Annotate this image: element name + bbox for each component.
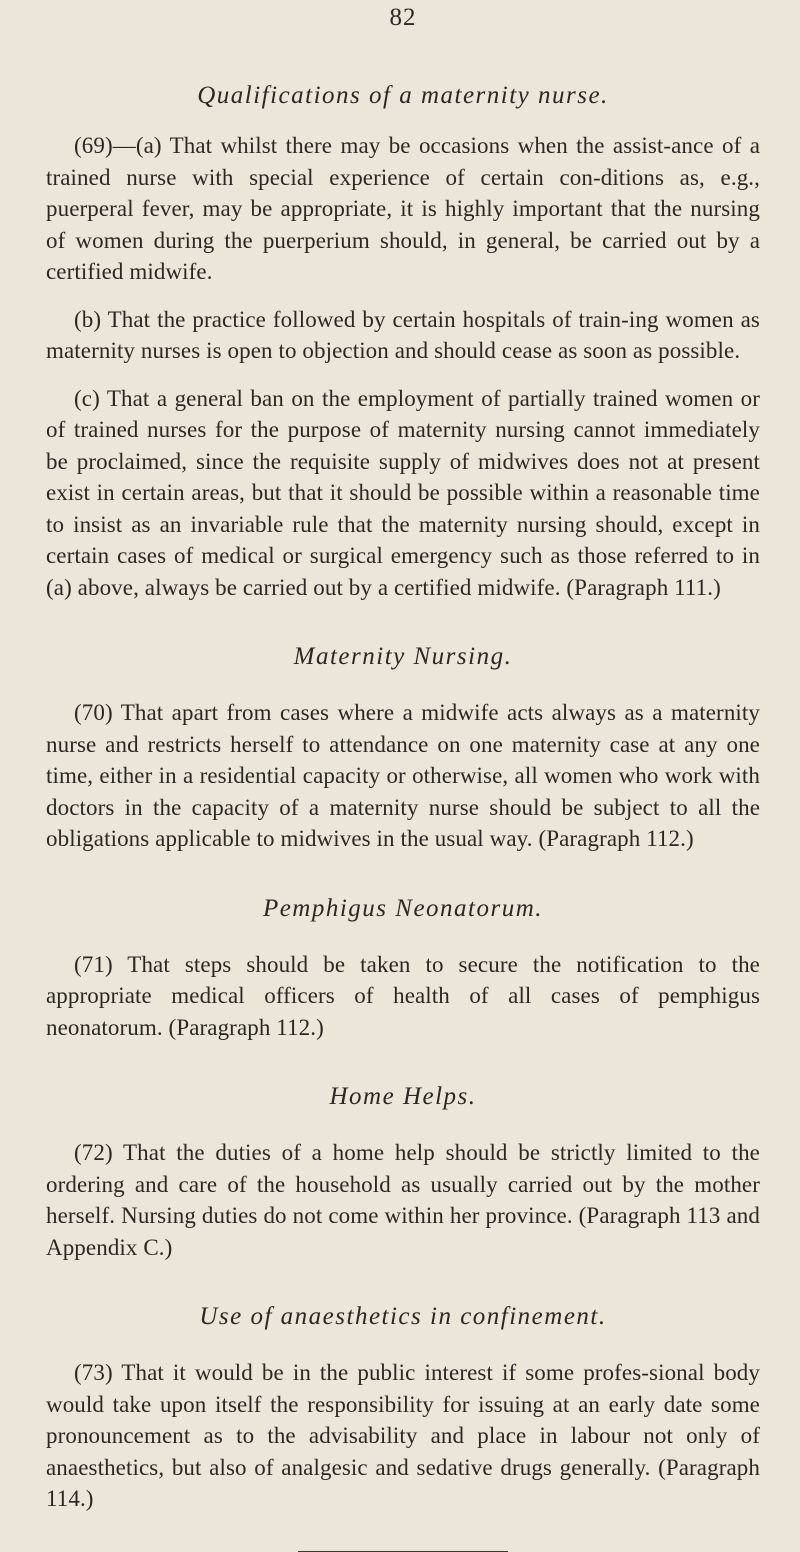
paragraph: (69)—(a) That whilst there may be occasions when the assist-ance of a trained nurse with special experience of certain con-ditions as, e.g., puerperal fever, may be appropriate, it is highly important that the nursing of women during the puerperium should, in general, be carried out by a certified midwife.	[46, 133, 760, 284]
paragraph: (71) That steps should be taken to secure the notification to the appropriate medical officers of health of all cases of pemphigus neonatorum. (Paragraph 112.)	[46, 951, 760, 1040]
section-heading: Home Helps.	[329, 1083, 477, 1110]
page-number: 82	[389, 4, 417, 31]
section-qualifications	[46, 80, 760, 603]
section-heading: Pemphigus Neonatorum.	[262, 894, 544, 922]
paragraph: (c) That a general ban on the employment of partially trained women or of trained nurses for the purpose of maternity nursing cannot immediately be proclaimed, since the requisite supply of midwives does not at present exist in certain areas, but that it should be possible within a reasonable time to insist as an invariable rule that the maternity nursing should, except in certain cases of medical or surgical emergency such as those referred to in (a) above, always be carried out by a certified midwife. (Paragraph 111.)	[46, 385, 760, 600]
section-heading: Qualifications of a maternity nurse.	[197, 82, 609, 109]
paragraph: (72) That the duties of a home help should be strictly limited to the ordering and care of the household as usually carried out by the mother herself. Nursing duties do not come within her province. (Paragraph 113 and Appendix C.)	[46, 1140, 760, 1260]
paragraph: (73) That it would be in the public interest if some profes-sional body would take upon itself the responsibility for issuing at an early date some pronouncement as to the advisability and place in labour not only of anaesthetics, but also of analgesic and sedative drugs generally. (Paragraph 114.)	[46, 1360, 760, 1511]
section-heading: Maternity Nursing.	[293, 643, 513, 670]
section-anaesthetics	[46, 1301, 760, 1515]
paragraph: (70) That apart from cases where a midwife acts always as a maternity nurse and restricts herself to attendance on one maternity case at any one time, either in a residential capacity or otherwise, all women who work with doctors in the capacity of a maternity nurse should be subject to all the obligations applicable to midwives in the usual way. (Paragraph 112.)	[46, 700, 760, 851]
paragraph: (b) That the practice followed by certain hospitals of train-ing women as maternity nurses is open to objection and should cease as soon as possible.	[46, 306, 760, 363]
section-heading: Use of anaesthetics in confinement.	[199, 1303, 607, 1330]
section-home-helps	[46, 1081, 760, 1263]
section-maternity-nursing	[46, 641, 760, 855]
closing-rule	[298, 1551, 508, 1552]
section-pemphigus-neonatorum	[46, 893, 760, 1044]
